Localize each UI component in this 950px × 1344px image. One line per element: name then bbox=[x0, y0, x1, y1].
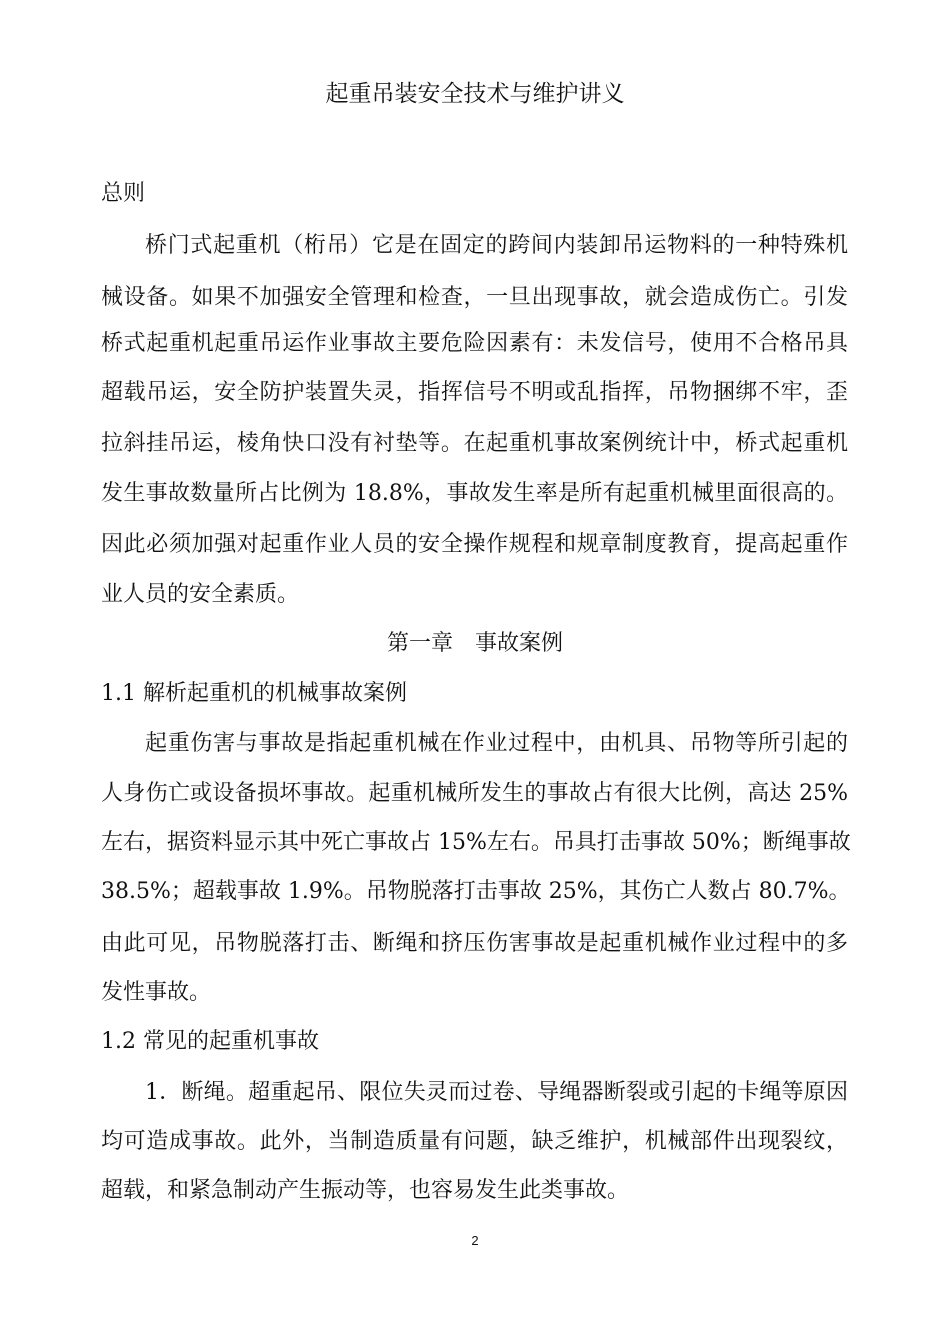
paragraph-line: 发生事故数量所占比例为 18.8%，事故发生率是所有起重机械里面很高的。 bbox=[101, 481, 848, 506]
paragraph-line: 拉斜挂吊运，棱角快口没有衬垫等。在起重机事故案例统计中，桥式起重机 bbox=[101, 431, 848, 456]
paragraph-line: 械设备。如果不加强安全管理和检查，一旦出现事故，就会造成伤亡。引发 bbox=[101, 285, 848, 310]
section-heading: 1.1 解析起重机的机械事故案例 bbox=[101, 681, 407, 706]
chapter-heading: 第一章 事故案例 bbox=[386, 631, 563, 656]
paragraph-line: 由此可见，吊物脱落打击、断绳和挤压伤害事故是起重机械作业过程中的多 bbox=[101, 931, 848, 956]
paragraph-line: 发性事故。 bbox=[101, 980, 212, 1005]
paragraph-line: 业人员的安全素质。 bbox=[101, 582, 300, 607]
paragraph-line: 起重伤害与事故是指起重机械在作业过程中，由机具、吊物等所引起的 bbox=[145, 731, 848, 756]
general-heading: 总则 bbox=[101, 181, 146, 206]
paragraph-line: 超载吊运，安全防护装置失灵，指挥信号不明或乱指挥，吊物捆绑不牢，歪 bbox=[101, 380, 848, 405]
section-heading: 1.2 常见的起重机事故 bbox=[101, 1029, 319, 1054]
paragraph-line: 桥门式起重机（桁吊）它是在固定的跨间内装卸吊运物料的一种特殊机 bbox=[145, 233, 848, 258]
paragraph-line: 左右，据资料显示其中死亡事故占 15%左右。吊具打击事故 50%；断绳事故 bbox=[101, 830, 851, 855]
paragraph-line: 1．断绳。超重起吊、限位失灵而过卷、导绳器断裂或引起的卡绳等原因 bbox=[145, 1080, 848, 1105]
document-title: 起重吊装安全技术与维护讲义 bbox=[325, 81, 625, 107]
paragraph-line: 38.5%；超载事故 1.9%。吊物脱落打击事故 25%，其伤亡人数占 80.7%。 bbox=[101, 879, 851, 904]
paragraph-line: 因此必须加强对起重作业人员的安全操作规程和规章制度教育，提高起重作 bbox=[101, 532, 848, 557]
page-number: 2 bbox=[471, 1233, 479, 1248]
paragraph-line: 人身伤亡或设备损坏事故。起重机械所发生的事故占有很大比例，高达 25% bbox=[101, 781, 848, 806]
paragraph-line: 桥式起重机起重吊运作业事故主要危险因素有：未发信号，使用不合格吊具 bbox=[101, 331, 848, 356]
paragraph-line: 超载，和紧急制动产生振动等，也容易发生此类事故。 bbox=[101, 1178, 630, 1203]
paragraph-line: 均可造成事故。此外，当制造质量有问题，缺乏维护，机械部件出现裂纹， bbox=[101, 1129, 848, 1154]
